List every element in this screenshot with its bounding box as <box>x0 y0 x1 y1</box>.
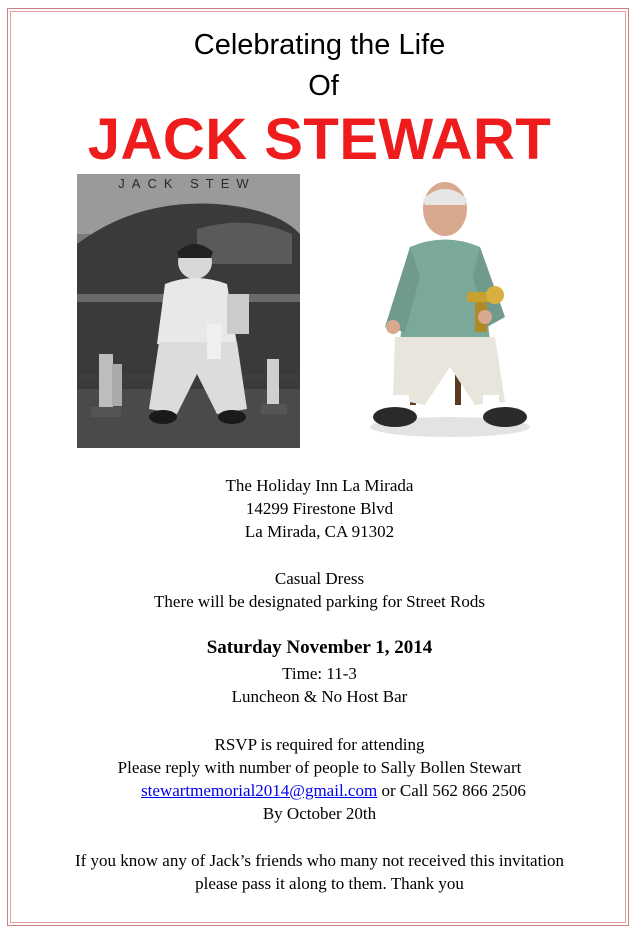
venue-name: The Holiday Inn La Mirada <box>225 476 414 495</box>
event-date: Saturday November 1, 2014 <box>206 637 433 658</box>
footer-line-1: If you know any of Jack’s friends who many not received this invitation <box>74 851 565 870</box>
rsvp-contact-line <box>14 779 639 802</box>
title-line-2: Of <box>308 70 339 102</box>
parking-note: There will be designated parking for Street Rods <box>154 592 485 611</box>
recent-photo <box>355 177 533 445</box>
rsvp-phone: or Call 562 866 2506 <box>377 781 526 800</box>
rsvp-email-link[interactable]: stewartmemorial2014@gmail.com <box>141 781 378 800</box>
event-food: Luncheon & No Host Bar <box>231 687 408 706</box>
venue-street: 14299 Firestone Blvd <box>245 499 394 518</box>
dress-code: Casual Dress <box>274 569 365 588</box>
footer-line-2: please pass it along to them. Thank you <box>195 874 464 893</box>
honoree-name: JACK STEWART <box>87 107 552 172</box>
event-time: Time: 11-3 <box>282 664 357 683</box>
title-line-1: Celebrating the Life <box>193 29 446 61</box>
vintage-photo <box>77 174 300 448</box>
sign-text: JACK STEW <box>118 176 256 191</box>
rsvp-required: RSVP is required for attending <box>214 735 425 754</box>
rsvp-deadline: By October 20th <box>262 804 377 823</box>
rsvp-instructions: Please reply with number of people to Sally Bollen Stewart <box>117 758 522 777</box>
venue-city: La Mirada, CA 91302 <box>244 522 395 541</box>
